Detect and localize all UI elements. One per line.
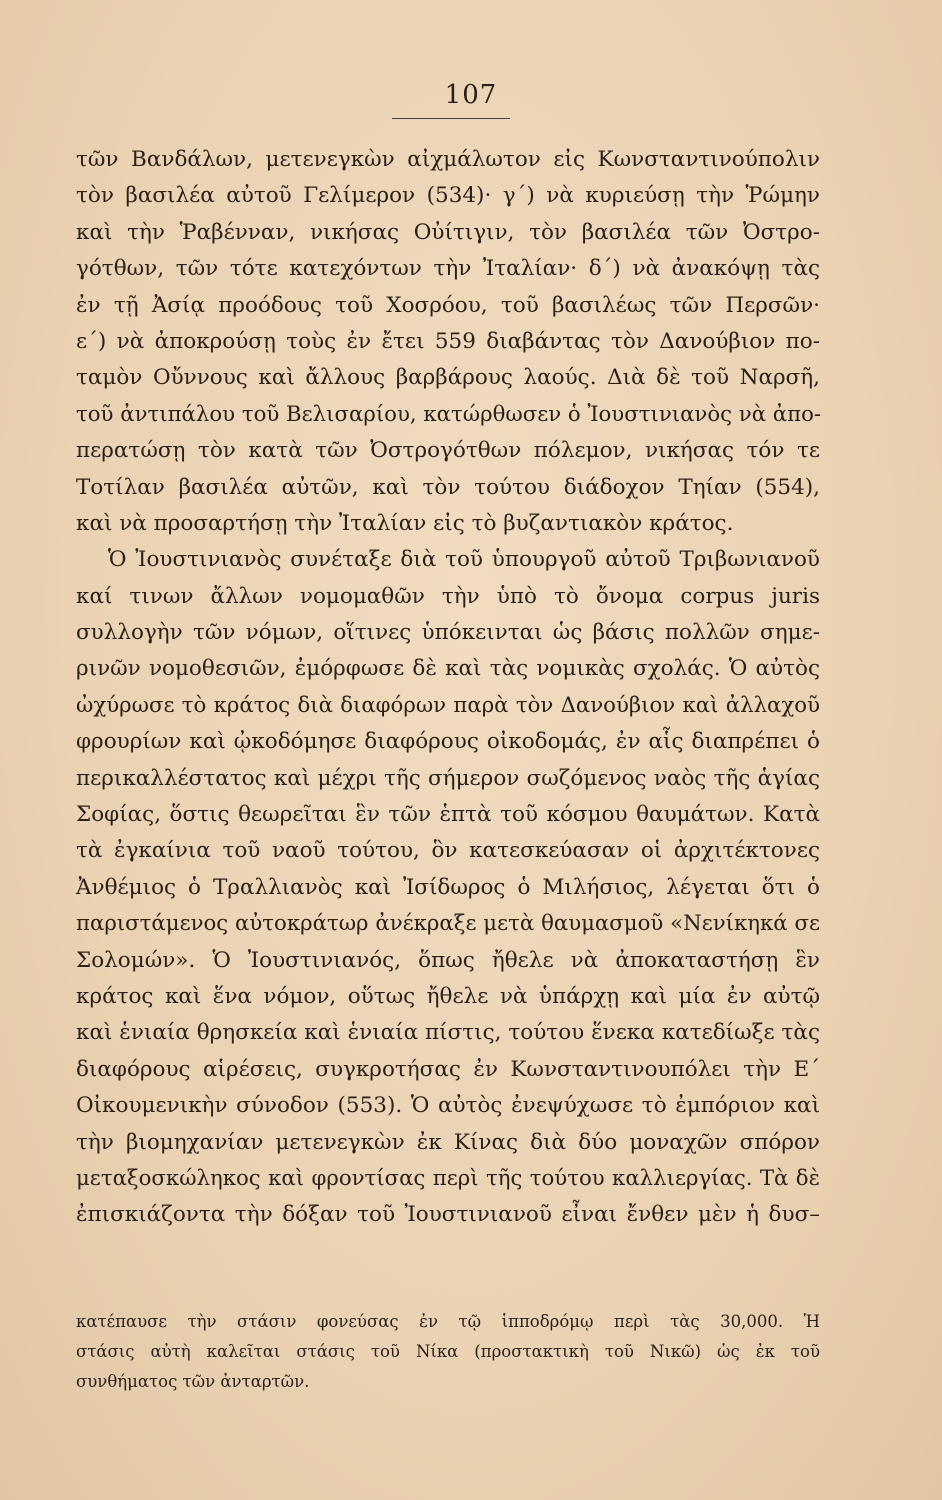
text-line: γότθων, τῶν τότε κατεχόντων τὴν Ἰταλίαν· δ΄) νὰ ἀνακόψῃ τὰς	[76, 256, 820, 282]
text-line: παριστάμενος αὐτοκράτωρ ἀνέκραξε μετὰ θαυμασμοῦ «Νενίκηκά σε	[76, 911, 820, 937]
body-text	[76, 142, 820, 1234]
text-line: καὶ νὰ προσαρτήσῃ τὴν Ἰταλίαν εἰς τὸ βυζαντιακὸν κράτος.	[76, 510, 734, 536]
footnote-line: συνθήματος τῶν ἀνταρτῶν.	[76, 1372, 310, 1391]
text-line: μεταξοσκώληκος καὶ φροντίσας περὶ τῆς τούτου καλλιεργίας. Τὰ δὲ	[76, 1165, 820, 1191]
text-line: ταμὸν Οὔννους καὶ ἄλλους βαρβάρους λαούς. Διὰ δὲ τοῦ Ναρσῆ,	[76, 365, 820, 391]
footnotes	[76, 1307, 820, 1397]
text-line: περικαλλέστατος καὶ μέχρι τῆς σήμερον σωζόμενος ναὸς τῆς ἁγίας	[76, 765, 820, 791]
text-line: Ἀνθέμιος ὁ Τραλλιανὸς καὶ Ἰσίδωρος ὁ Μιλήσιος, λέγεται ὅτι ὁ	[76, 874, 820, 900]
text-line: φρουρίων καὶ ᾠκοδόμησε διαφόρους οἰκοδομάς, ἐν αἷς διαπρέπει ὁ	[76, 729, 820, 755]
text-line: Οἰκουμενικὴν σύνοδον (553). Ὁ αὐτὸς ἐνεψύχωσε τὸ ἐμπόριον καὶ	[76, 1093, 820, 1119]
text-line: ἐν τῇ Ἀσίᾳ προόδους τοῦ Χοσρόου, τοῦ βασιλέως τῶν Περσῶν·	[76, 292, 820, 318]
text-line: κράτος καὶ ἕνα νόμον, οὕτως ἤθελε νὰ ὑπάρχῃ καὶ μία ἐν αὐτῷ	[76, 983, 820, 1009]
text-line: τῶν Βανδάλων, μετενεγκὼν αἰχμάλωτον εἰς Κωνσταντινούπολιν	[76, 147, 820, 172]
paragraph-start-line: Ὁ Ἰουστινιανὸς συνέταξε διὰ τοῦ ὑπουργοῦ αὐτοῦ Τριβωνιανοῦ	[108, 547, 820, 573]
text-line: καὶ τὴν Ῥαβένναν, νικήσας Οὐίτιγιν, τὸν βασιλέα τῶν Ὀστρο-	[76, 219, 820, 245]
text-line: τὴν βιομηχανίαν μετενεγκὼν ἐκ Κίνας διὰ δύο μοναχῶν σπόρον	[76, 1129, 820, 1155]
footnote-line: κατέπαυσε τὴν στάσιν φονεύσας ἐν τῷ ἱπποδρόμῳ περὶ τὰς 30,000. Ἡ	[76, 1312, 820, 1331]
text-line: τὸν βασιλέα αὐτοῦ Γελίμερον (534)· γ΄) νὰ κυριεύσῃ τὴν Ῥώμην	[76, 183, 820, 209]
text-line: Σολομών». Ὁ Ἰουστινιανός, ὅπως ἤθελε νὰ ἀποκαταστήσῃ ἓν	[76, 947, 820, 973]
text-line: τοῦ ἀντιπάλου τοῦ Βελισαρίου, κατώρθωσεν ὁ Ἰουστινιανὸς νὰ ἀπο-	[76, 401, 822, 427]
text-line: συλλογὴν τῶν νόμων, οἵτινες ὑπόκεινται ὡς βάσις πολλῶν σημε-	[76, 620, 820, 646]
text-line: καὶ ἑνιαία θρησκεία καὶ ἑνιαία πίστις, τούτου ἕνεκα κατεδίωξε τὰς	[76, 1020, 820, 1046]
page-number-rule	[392, 118, 510, 119]
text-line: τὰ ἐγκαίνια τοῦ ναοῦ τούτου, ὃν κατεσκεύασαν οἱ ἀρχιτέκτονες	[76, 838, 820, 864]
text-line: διαφόρους αἱρέσεις, συγκροτήσας ἐν Κωνσταντινουπόλει τὴν Ε΄	[76, 1056, 820, 1082]
footnote-line: στάσις αὐτὴ καλεῖται στάσις τοῦ Νίκα (προστακτικὴ τοῦ Νικῶ) ὡς ἐκ τοῦ	[76, 1342, 820, 1361]
page-number: 107	[444, 80, 498, 110]
text-line: ὠχύρωσε τὸ κράτος διὰ διαφόρων παρὰ τὸν Δανούβιον καὶ ἀλλαχοῦ	[76, 692, 820, 718]
text-line: ρινῶν νομοθεσιῶν, ἐμόρφωσε δὲ καὶ τὰς νομικὰς σχολάς. Ὁ αὐτὸς	[76, 656, 820, 682]
text-line: Σοφίας, ὅστις θεωρεῖται ἓν τῶν ἑπτὰ τοῦ κόσμου θαυμάτων. Κατὰ	[76, 802, 820, 828]
text-line: Τοτίλαν βασιλέα αὐτῶν, καὶ τὸν τούτου διάδοχον Τηίαν (554),	[76, 474, 820, 500]
text-line: καί τινων ἄλλων νομομαθῶν τὴν ὑπὸ τὸ ὄνομα corpus juris	[76, 583, 820, 609]
text-line: ε΄) νὰ ἀποκρούσῃ τοὺς ἐν ἔτει 559 διαβάντας τὸν Δανούβιον πο-	[76, 328, 820, 354]
text-line: ἐπισκιάζοντα τὴν δόξαν τοῦ Ἰουστινιανοῦ εἶναι ἔνθεν μὲν ἡ δυσ–	[76, 1202, 820, 1228]
text-line: περατώσῃ τὸν κατὰ τῶν Ὀστρογότθων πόλεμον, νικήσας τόν τε	[76, 438, 820, 464]
